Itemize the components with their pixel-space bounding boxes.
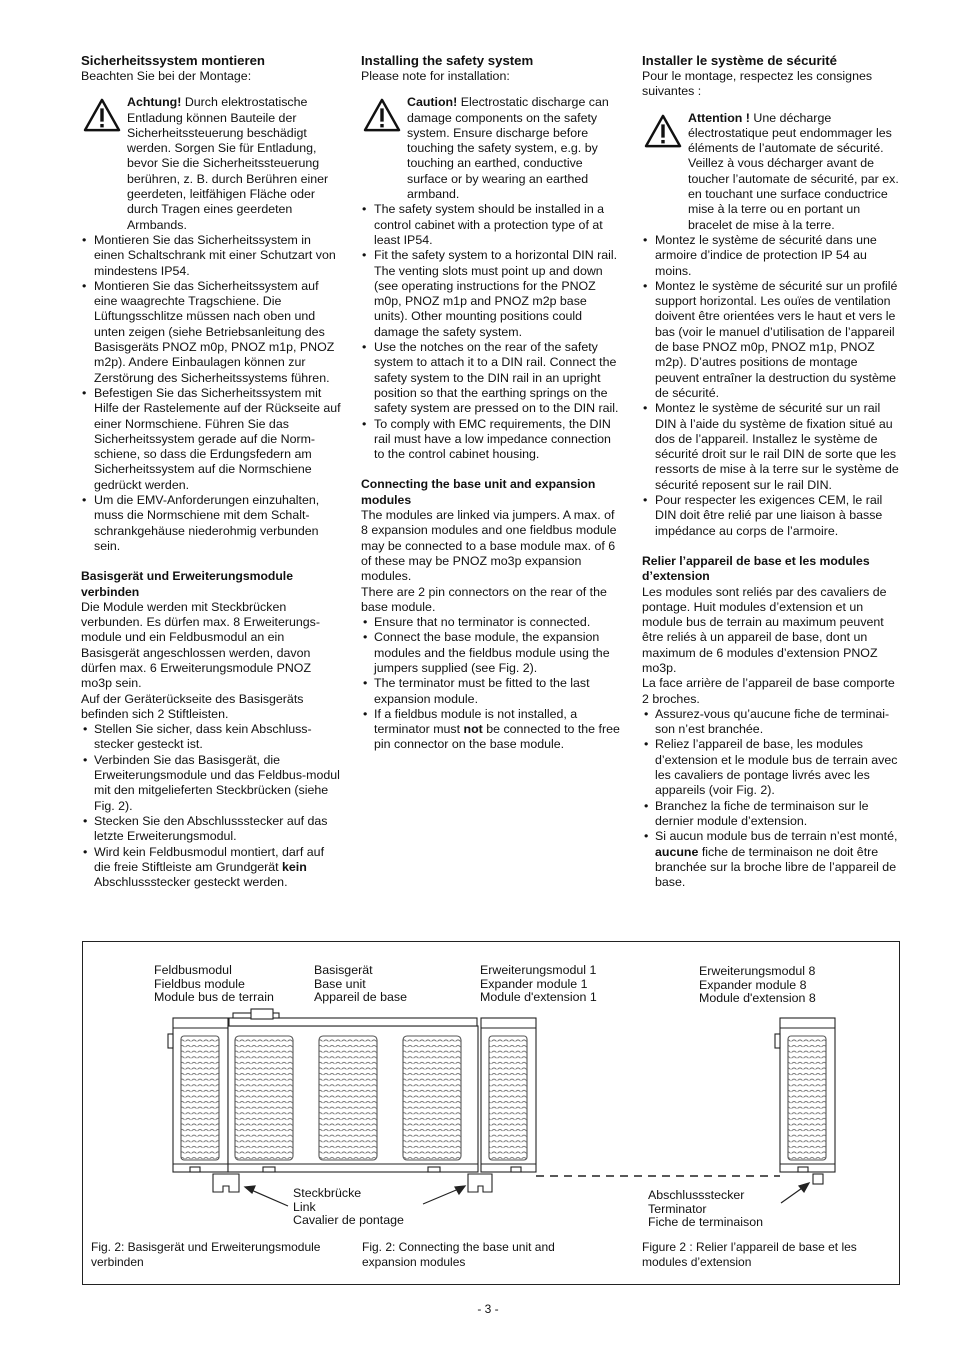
- terminator-plug: [813, 1174, 823, 1184]
- intro-text: Beachten Sie bei der Montage:: [81, 69, 252, 83]
- page-number: - 3 -: [477, 1302, 499, 1316]
- list-item: • Befestigen Sie das Sicherheitssystem mit Hilfe der Rastelemente auf der Rückseite auf einer Normschiene. Führen Sie das Sicherheitssystem gerade auf die Norm-schiene, so dass die Erdungsfedern am Sicherheitssystem auf die Normschiene gedrückt werden.: [81, 386, 343, 493]
- fieldbus-vents: [181, 1036, 219, 1160]
- column-french: [642, 52, 904, 890]
- section-heading: Installer le système de sécurité: [642, 53, 837, 68]
- list-item: • To comply with EMC requirements, the DIN rail must have a low impedance connection to the control cabinet housing.: [361, 417, 623, 463]
- list-item: • Pour respecter les exigences CEM, le rail DIN doit être relié par une liaison à basse impédance au corps de l’armoire.: [642, 493, 904, 539]
- list-item: • Assurez-vous qu’aucune fiche de terminai-son n’est branchée.: [641, 707, 904, 738]
- list-item: • Connect the base module, the expansion modules and the fieldbus module using the jumpers supplied (see Fig. 2).: [360, 630, 623, 676]
- warning-triangle-icon: [644, 114, 682, 148]
- list-item: • Reliez l’appareil de base, les modules d’extension et le module bus de terrain avec les cavaliers de pontage livrés avec les appareils (voir Fig. 2).: [641, 737, 904, 798]
- caution-block: [81, 95, 343, 233]
- paragraph: Les modules sont reliés par des cavaliers de pontage. Huit modules d’extension et un module bus de terrain au maximum peuvent être reliés à un appareil de base, dont un maximum de 6 modules d’extension PNOZ mo3p.: [642, 584, 887, 675]
- steps-list: [361, 615, 623, 753]
- steps-list: [81, 722, 343, 890]
- figure-caption-english: Fig. 2: Connecting the base unit and expansion modules: [362, 1240, 555, 1270]
- base-unit-vents: [235, 1036, 293, 1160]
- list-item: • Use the notches on the rear of the safety system to attach it to a DIN rail. Connect the safety system to the DIN rail in an upright position so that the earthing springs on the safety system are pressed on to the DIN rail.: [361, 340, 623, 416]
- list-item: • Montieren Sie das Sicherheitssystem auf eine waagrechte Tragschiene. Die Lüftungsschlitze müssen nach oben und unten zeigen (siehe Betriebsanleitung des Basisgeräts PNOZ m0p, PNOZ m1p, PNOZ m2p). Andere Einbaulagen können zur Zerstörung des Sicherheitssystems führen.: [81, 279, 343, 386]
- paragraph: La face arrière de l’appareil de base comporte 2 broches.: [642, 676, 895, 706]
- caution-label: Attention !: [688, 110, 750, 125]
- base-unit-vents: [319, 1036, 377, 1160]
- list-item: • Um die EMV-Anforderungen einzuhalten, muss die Normschiene mit dem Schalt-schrankgehäuse niederohmig verbunden sein.: [81, 493, 343, 554]
- caution-label: Achtung!: [127, 95, 182, 110]
- column-german: [81, 52, 343, 890]
- list-item: • Stellen Sie sicher, dass kein Abschluss-stecker gesteckt ist.: [80, 722, 343, 753]
- list-item: • Ensure that no terminator is connected.: [360, 615, 623, 630]
- intro-text: Please note for installation:: [361, 69, 510, 83]
- label-expander-module-8: Erweiterungsmodul 8 Expander module 8 Module d'extension 8: [699, 964, 816, 1006]
- list-item: • Fit the safety system to a horizontal DIN rail. The venting slots must point up and down (see operating instructions for the PNOZ m0p, PNOZ m1p and PNOZ m2p base units). Other mounting positions could damage the safety system.: [361, 248, 623, 340]
- paragraph: Auf der Geräterückseite des Basisgeräts befinden sich 2 Stiftleisten.: [81, 691, 304, 721]
- warning-triangle-icon: [83, 98, 121, 132]
- section-heading: Installing the safety system: [361, 53, 534, 68]
- paragraph: Die Module werden mit Steckbrücken verbunden. Es dürfen max. 8 Erweiterungs-module und ein Feldbusmodul an ein Basisgerät angeschlossen werden, davon dürfen max. 6 Erweiterungsmodule PNOZ mo3p sein.: [81, 599, 320, 691]
- paragraph: There are 2 pin connectors on the rear of the base module.: [361, 584, 607, 614]
- list-item: • Branchez la fiche de terminaison sur le dernier module d’extension.: [641, 799, 904, 830]
- figure-caption-french: Figure 2 : Relier l’appareil de base et les modules d’extension: [642, 1240, 857, 1270]
- base-unit-vents: [403, 1036, 461, 1160]
- list-item: • If a fieldbus module is not installed, a terminator must not be connected to the free pin connector on the base module.: [360, 707, 623, 753]
- label-link: Steckbrücke Link Cavalier de pontage: [293, 1186, 404, 1228]
- list-item: • The terminator must be fitted to the last expansion module.: [360, 676, 623, 707]
- list-item: • Si aucun module bus de terrain n’est monté, aucune fiche de terminaison ne doit être branchée sur la broche libre de l’appareil de base.: [641, 829, 904, 890]
- subsection-heading: Relier l’appareil de base et les modules d’extension: [642, 553, 870, 584]
- subsection-heading: Basisgerät und Erweiterungsmodule verbinden: [81, 569, 293, 599]
- list-item: • Verbinden Sie das Basisgerät, die Erweiterungsmodule und das Feldbus-modul mit den mitgelieferten Steckbrücken (siehe Fig. 2).: [80, 753, 343, 814]
- warning-triangle-icon: [363, 98, 401, 132]
- caution-text: Electrostatic discharge can damage components on the safety system. Ensure discharge before touching the safety system, e.g. by touching an earthed, conductive surface or by wearing an earthed armband.: [407, 95, 609, 202]
- list-item: • The safety system should be installed in a control cabinet with a protection type of at least IP54.: [361, 202, 623, 248]
- caution-block: [642, 111, 904, 233]
- paragraph: The modules are linked via jumpers. A max. of 8 expansion modules and one fieldbus module may be connected to a base module max. of 6 of these may be PNOZ mo3p expansion modules.: [361, 508, 617, 584]
- link-jumper: [468, 1174, 492, 1192]
- steps-list: [642, 707, 904, 891]
- label-terminator: Abschlussstecker Terminator Fiche de terminaison: [648, 1188, 764, 1230]
- caution-label: Caution!: [407, 95, 458, 110]
- figure-caption-german: Fig. 2: Basisgerät und Erweiterungsmodule verbinden: [91, 1240, 321, 1270]
- list-item: • Montez le système de sécurité sur un rail DIN à l’aide du système de fixation situé au dos de l’appareil. Installez le système de sécurité droit sur le rail DIN de sorte que les ressorts de mise à la terre sur le système de sécurité reposent sur le rail DIN.: [642, 401, 904, 493]
- list-item: • Stecken Sie den Abschlussstecker auf das letzte Erweiterungsmodul.: [80, 814, 343, 845]
- label-fieldbus-module: Feldbusmodul Fieldbus module Module bus de terrain: [154, 963, 274, 1005]
- section-heading: Sicherheitssystem montieren: [81, 53, 265, 68]
- list-item: • Wird kein Feldbusmodul montiert, darf auf die freie Stiftleiste am Grundgerät kein Abschlussstecker gesteckt werden.: [80, 845, 343, 891]
- label-base-unit: Basisgerät Base unit Appareil de base: [314, 963, 407, 1005]
- column-english: [361, 52, 623, 753]
- list-item: • Montez le système de sécurité dans une armoire d’indice de protection IP 54 au moins.: [642, 233, 904, 279]
- figure-box: [82, 941, 900, 1285]
- subsection-heading: Connecting the base unit and expansion modules: [361, 477, 596, 507]
- label-expander-module-1: Erweiterungsmodul 1 Expander module 1 Module d'extension 1: [480, 963, 597, 1005]
- base-unit-connector: [251, 1009, 273, 1019]
- caution-text: Durch elektrostatische Entladung können Bauteile der Sicherheitssteuerung beschädigt werden. Sorgen Sie für Entladung, bevor Sie die Sicherheitssteuerung berühren, z. B. durch Berühren einer geerdeten, leitfähigen Fläche oder durch Tragen eines geerdeten Armbands.: [127, 95, 329, 232]
- expander-module-8-vents: [788, 1036, 826, 1160]
- installation-list: [642, 233, 904, 539]
- fieldbus-latch: [168, 1034, 173, 1048]
- link-jumper: [213, 1174, 239, 1192]
- expander-module-1-vents: [489, 1036, 527, 1160]
- installation-list: [361, 202, 623, 462]
- installation-list: [81, 233, 343, 554]
- caution-text: Une décharge électrostatique peut endommager les éléments de l’automate de sécurité. Veillez à vous décharger avant de toucher l’automate de sécurité, par ex. en touchant une surface conductrice mise à la terre ou en portant un bracelet de mise à la terre.: [688, 110, 899, 232]
- caution-block: [361, 95, 623, 202]
- list-item: • Montez le système de sécurité sur un profilé support horizontal. Les ouïes de ventilation doivent être orientées vers le haut et vers le bas (voir le manuel d’utilisation de l’appareil de base PNOZ m0p, PNOZ m1p, PNOZ m2p). D’autres positions de montage peuvent entraîner la destruction du système de sécurité.: [642, 279, 904, 401]
- intro-text: Pour le montage, respectez les consignes suivantes :: [642, 69, 873, 99]
- list-item: • Montieren Sie das Sicherheitssystem in einen Schaltschrank mit einer Schutzart von mindestens IP54.: [81, 233, 343, 279]
